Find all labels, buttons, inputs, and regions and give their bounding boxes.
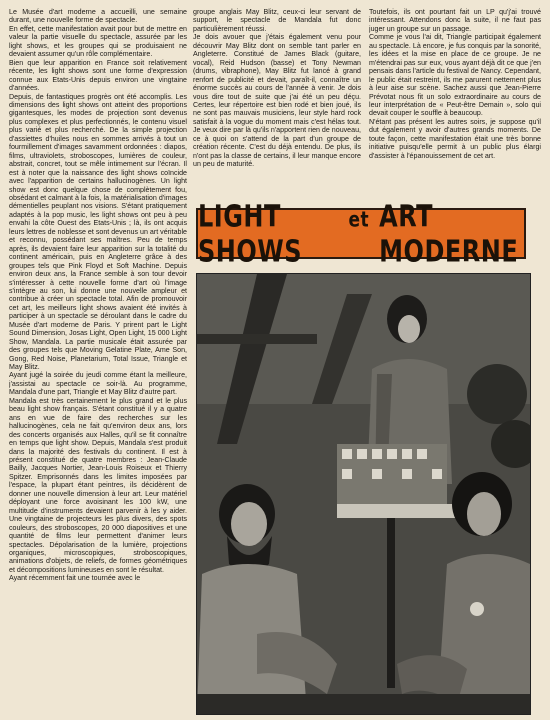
paragraph: Bien que leur apparition en France soit relativement récente, les light shows sont une forme d'expression connue aux Etats-Unis depuis environ une vingtaine d'années. [9, 58, 187, 93]
paragraph: N'étant pas présent les autres soirs, je suppose qu'il dut également y avoir d'autres grands moments. De toute façon, cette manifestation était une très bonne initiative puisqu'elle permit à un public plus élargi d'assister à l'épanouissement de cet art. [369, 117, 541, 160]
article-column-3 [369, 8, 541, 198]
paragraph: Je dois avouer que j'étais également venu pour découvrir May Blitz dont on semble tant parler en Angleterre. Constitué de James Black (guitare, vocal), Reid Hudson (basse) et Tony Newman (drums, vibraphone), May Blitz fut lancé à grand renfort de publicité et devait, paraît-il, connaître un énorme succès au cours de l'année à venir. Je dois vous dire tout de suite que j'ai été un peu déçu. Certes, leur répertoire est bien rodé et bien joué, ils ne sont pas mauvais musiciens, leur style hard rock satisfait à la vogue du moment mais c'est hélas tout. Je veux dire par là qu'ils n'apportent rien de nouveau, ce à quoi on s'attend de la part d'un groupe de création récente. C'est du déjà entendu. De plus, ils n'ont pas la classe de certains, il leur manque encore un peu de maturité. [193, 33, 361, 169]
article-column-2 [193, 8, 361, 198]
article-title-banner [196, 198, 526, 269]
article-title [198, 199, 524, 269]
paragraph: Mandala est très certainement le plus grand et le plus beau light show français. S'étant constitué il y a quatre ans en vue de faire des recherches sur les hallucinogènes, cela ne fait qu'environ deux ans, lors des concerts organisés aux Halles, qu'il se fit connaître en temps que light show. Depuis, Mandala s'est produit dans la majorité des festivals du continent. Il est à présent constitué de quatre membres : Jean-Claude Bailly, Jacques Nortier, Jean-Louis Roiseux et Thierry Spitzer. Emprisonnés dans les limites imposées par l'espace, la plupart étant peintres, ils décidèrent de donner une nouvelle dimension à leur art. Leur matériel déployant une force avoisinant les 100 kW, une multitude d'instruments devaient parvenir à les y aider. Une vingtaine de projecteurs les plus divers, des spots couleurs, des stroboscopes, 20 000 diapositives et une quantité de films leur permettent d'animer leurs spectacles. Dépolarisation de la lumière, projections organiques, microscopiques, stroboscopiques, animations d'objets, de reliefs, de formes géométriques et décompositions lumineuses en sont le résultat. [9, 396, 187, 574]
paragraph: Le Musée d'art moderne a accueilli, une semaine durant, une nouvelle forme de spectacle. [9, 8, 187, 25]
paragraph: Ayant récemment fait une tournée avec le [9, 574, 141, 583]
band-photo [196, 273, 531, 715]
title-part-1: LIGHT SHOWS [198, 198, 303, 269]
title-connector: et [348, 207, 370, 233]
title-part-2: ART MODERNE [379, 198, 519, 269]
paragraph: Toutefois, ils ont pourtant fait un LP qu'j'ai trouvé intéressant. Attendons donc la suite, il ne faut pas juger un groupe sur un passage. [369, 8, 541, 33]
photo-illustration [197, 274, 530, 714]
paragraph: Comme je vous l'ai dit, Triangle participait également au spectacle. Là encore, je fus conquis par la sonorité, les idées et la mise en place de ce groupe. Je ne m'étendrai pas sur eux, vous ayant déjà dit ce que j'en pensais dans l'article du festival de Nancy. Cependant, le public était restreint, ils me parurent nettement plus à leur aise sur scène. Sachez aussi que Jean-Pierre Prévotat nous fit un solo extraordinaire au cours de leur interprétation de « Peut-être Demain », solo qui devait couper le souffle à beaucoup. [369, 33, 541, 118]
paragraph: En effet, cette manifestation avait pour but de mettre en valeur la partie visuelle du spectacle, assurée par les light shows, et les groupes qui se produisaient ne devaient assumer qu'un rôle complémentaire. [9, 24, 187, 59]
paragraph: Depuis, de fantastiques progrès ont été accomplis. Les dimensions des light shows ont atteint des proportions gigantesques, les modes de projection sont devenus plus complexes et plus perfectionnés, le contenu visuel plus varié et plus recherché. De la simple projection d'assiettes d'huiles nous en sommes arrivés à tout un fourmillement d'images savamment ordonnées : diapos, films, ultraviolets, stroboscopes, lumières de couleur, abstrait, concret, tout se mêle intimement sur l'écran. Il est à noter que la naissance des light shows coïncide avec l'apparition de certains hallucinogènes. Un light show est donc quelque chose de complètement fou, obsédant et calmant à la fois, la matérialisation d'images démentielles peuplant nos visions. S'étant pratiquement adaptés à la pop music, les light shows ont peu à peu envahi la côte Ouest des Etats-Unis ; là, ils ont acquis leurs lettres de noblesse et sont devenus un art véritable et reconnu, possédant ses maîtres. Peu de temps après, ils devaient faire leur apparition sur la totalité du continent américain, puis en Angleterre grâce à des groupes tels que Pink Floyd et Soft Machine. Depuis environ deux ans, la France semble à son tour devoir s'intéresser à cette nouvelle forme d'art où l'image s'intègre au son, lui donne une nouvelle ampleur et contribue à créer un spectacle total. Afin de promouvoir cet art, les meilleurs light shows avaient été invités à participer à un spectacle se déroulant dans le cadre du Musée d'art moderne de Paris. Y prirent part le Light Sound Dimension, Josas Light, Open Light, 15 000 Light Show, Mandala. La partie musicale était assurée par des groupes tels que Moving Gelatine Plate, Ame Son, Gong, Red Noise, Planetarium, Total Issue, Triangle et May Blitz. [9, 92, 187, 372]
article-column-1 [9, 8, 187, 718]
paragraph: Ayant jugé la soirée du jeudi comme étant la meilleure, j'assistai au spectacle ce soir-là. Au programme, Mandala d'une part, Triangle et May Blitz d'autre part. [9, 371, 187, 397]
paragraph: groupe anglais May Blitz, ceux-ci leur servant de support, le spectacle de Mandala fut donc particulièrement réussi. [193, 8, 361, 33]
